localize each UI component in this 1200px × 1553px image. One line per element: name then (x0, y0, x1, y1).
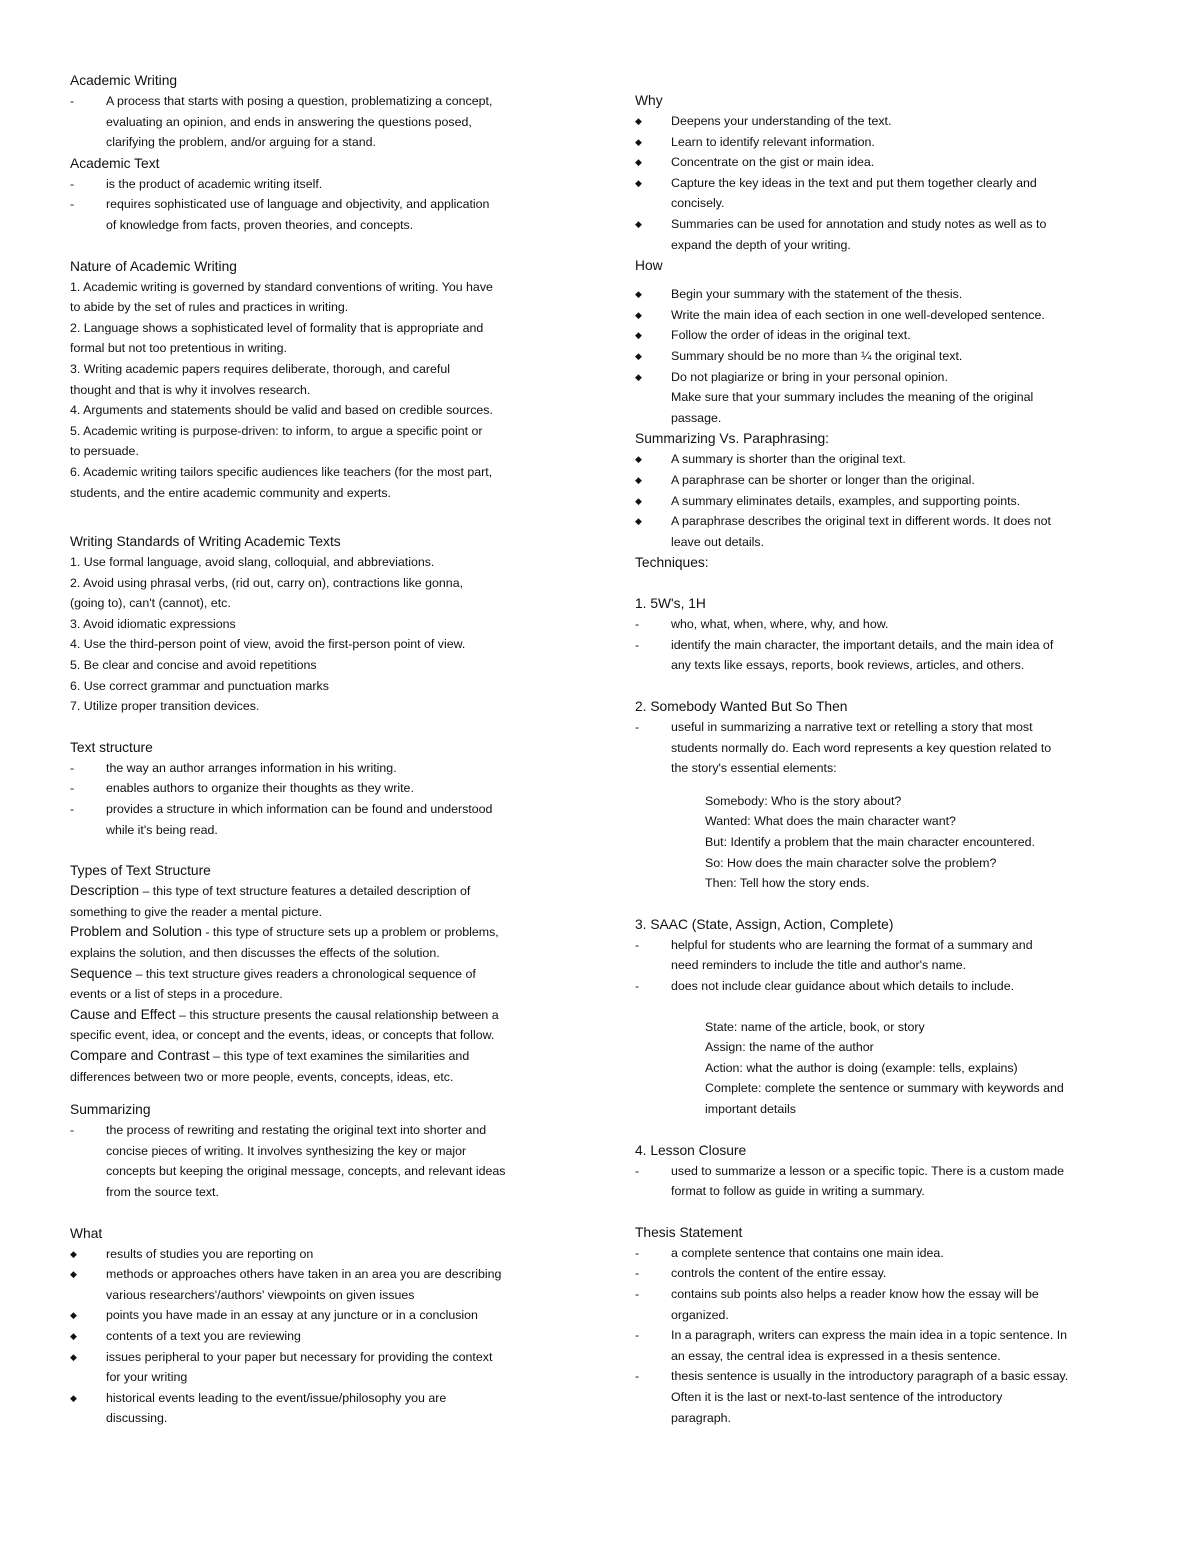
item-text-line: useful in summarizing a narrative text or retelling a story that most (671, 720, 1033, 735)
dash-icon: - (635, 1266, 640, 1281)
text-line: 5. Be clear and concise and avoid repetitions (70, 658, 317, 673)
indented-line: State: name of the article, book, or story (705, 1019, 925, 1034)
dash-icon: - (635, 1328, 640, 1343)
bullet-icon: ◆ (635, 454, 642, 465)
dash-item (70, 799, 570, 840)
indented-line: important details (705, 1101, 796, 1116)
dash-icon: - (635, 1286, 640, 1301)
dash-item (70, 1120, 570, 1202)
section-heading: 4. Lesson Closure (635, 1142, 747, 1158)
item-text-line: Learn to identify relevant information. (671, 134, 875, 149)
dash-icon: - (635, 979, 640, 993)
dash-item (635, 717, 1135, 779)
dash-item (70, 194, 570, 235)
item-text-line: identify the main character, the important details, and the main idea of (671, 637, 1054, 652)
bullet-icon: ◆ (635, 157, 642, 168)
section-heading: Nature of Academic Writing (70, 258, 237, 274)
item-text-line: does not include clear guidance about which details to include. (671, 979, 1015, 993)
text-line: 5. Academic writing is purpose-driven: to inform, to argue a specific point or (70, 423, 483, 438)
item-text-line: format to follow as guide in writing a summary. (671, 1184, 925, 1199)
type-description: – this structure presents the causal relationship between a (175, 1007, 499, 1022)
section-heading: 2. Somebody Wanted But So Then (635, 699, 848, 715)
dash-item (635, 935, 1135, 976)
dash-icon: - (635, 1245, 640, 1260)
indented-line: Then: Tell how the story ends. (705, 876, 870, 891)
indented-line: But: Identify a problem that the main character encountered. (705, 835, 1035, 850)
spacer (635, 894, 1135, 914)
type-description-cont: explains the solution, and then discusses the effects of the solution. (70, 946, 440, 960)
bullet-icon: ◆ (70, 1330, 77, 1341)
item-text-line: contains sub points also helps a reader know how the essay will be (671, 1286, 1039, 1301)
type-term: Cause and Effect (70, 1006, 176, 1022)
item-text-line: organized. (671, 1307, 729, 1322)
item-text-line: discussing. (106, 1411, 168, 1426)
indented-line: Action: what the author is doing (example: tells, explains) (705, 1060, 1018, 1075)
dash-item (635, 635, 1135, 676)
dash-icon: - (70, 802, 75, 817)
item-text-line: is the product of academic writing itself. (106, 176, 323, 191)
bullet-item (70, 1244, 570, 1265)
item-text-line: enables authors to organize their thoughts as they write. (106, 781, 414, 796)
item-text-line: the process of rewriting and restating the original text into shorter and (106, 1123, 487, 1138)
item-text-line: concisely. (671, 196, 725, 211)
text-structure-type (70, 1046, 570, 1067)
bullet-item (635, 173, 1135, 214)
item-text-line: Make sure that your summary includes the meaning of the original (671, 390, 1034, 405)
item-text-line: Concentrate on the gist or main idea. (671, 155, 875, 170)
item-text-line: concise pieces of writing. It involves synthesizing the key or major (106, 1143, 467, 1158)
dash-item (70, 91, 570, 153)
item-text-line: Summary should be no more than ¼ the original text. (671, 348, 963, 363)
item-text-line: provides a structure in which information can be found and understood (106, 802, 493, 817)
indented-line: Complete: complete the sentence or summary with keywords and (705, 1081, 1064, 1096)
dash-item (635, 1325, 1135, 1366)
section-heading: Summarizing Vs. Paraphrasing: (635, 431, 830, 447)
dash-icon: - (635, 720, 640, 735)
bullet-item (70, 1326, 570, 1347)
item-text-line: an essay, the central idea is expressed in a thesis sentence. (671, 1348, 1001, 1363)
item-text-line: of knowledge from facts, proven theories, and concepts. (106, 217, 414, 232)
item-text-line: passage. (671, 410, 722, 425)
item-text-line: students normally do. Each word represents a key question related to (671, 740, 1052, 755)
dash-icon: - (70, 1123, 75, 1138)
item-text-line: who, what, when, where, why, and how. (671, 617, 889, 632)
dash-item (635, 976, 1135, 997)
item-text-line: requires sophisticated use of language and objectivity, and application (106, 197, 490, 212)
type-description: - this type of structure sets up a problem or problems, (201, 925, 499, 940)
text-line: 6. Use correct grammar and punctuation marks (70, 678, 329, 693)
item-text-line: the way an author arranges information in his writing. (106, 760, 397, 775)
section-heading: Types of Text Structure (70, 863, 211, 879)
dash-item (635, 1366, 1135, 1428)
bullet-item (70, 1264, 570, 1305)
bullet-item (635, 346, 1135, 367)
item-text-line: while it's being read. (106, 822, 218, 837)
bullet-icon: ◆ (635, 177, 642, 188)
dash-icon: - (635, 1163, 640, 1178)
item-text-line: Begin your summary with the statement of the thesis. (671, 287, 963, 302)
bullet-icon: ◆ (635, 495, 642, 506)
section-heading: 1. 5W's, 1H (635, 596, 706, 612)
bullet-item (635, 449, 1135, 470)
text-structure-type (70, 881, 570, 902)
section-heading: Text structure (70, 739, 153, 755)
item-text-line: Often it is the last or next-to-last sentence of the introductory (671, 1389, 1003, 1404)
type-term: Description (70, 883, 140, 899)
bullet-item (635, 152, 1135, 173)
text-line: to persuade. (70, 444, 139, 459)
indented-line: So: How does the main character solve the problem? (705, 855, 997, 870)
type-description-cont: something to give the reader a mental picture. (70, 904, 323, 919)
spacer (70, 717, 570, 737)
dash-icon: - (70, 197, 75, 212)
bullet-item (635, 132, 1135, 153)
indented-line: Somebody: Who is the story about? (705, 793, 902, 808)
section-heading: What (70, 1225, 103, 1241)
item-text-line: Follow the order of ideas in the original text. (671, 328, 911, 343)
spacer (635, 997, 1135, 1017)
text-structure-type (70, 922, 570, 943)
item-text-line: the story's essential elements: (671, 761, 837, 776)
bullet-icon: ◆ (70, 1310, 77, 1321)
item-text-line: helpful for students who are learning the format of a summary and (671, 937, 1033, 952)
section-heading: Why (635, 93, 663, 108)
text-line: 3. Avoid idiomatic expressions (70, 616, 236, 631)
text-line: formal but not too pretentious in writing. (70, 341, 287, 356)
item-text-line: various researchers'/authors' viewpoints on given issues (106, 1287, 415, 1302)
bullet-icon: ◆ (635, 350, 642, 361)
bullet-item (635, 111, 1135, 132)
section-heading: Writing Standards of Writing Academic Texts (70, 534, 341, 550)
section-heading: Summarizing (70, 1102, 151, 1118)
dash-icon: - (635, 617, 640, 632)
text-line: (going to), can't (cannot), etc. (70, 596, 231, 611)
spacer (70, 523, 570, 531)
item-text-line: concepts but keeping the original message, concepts, and relevant ideas (106, 1164, 506, 1179)
text-line: to abide by the set of rules and practices in writing. (70, 300, 349, 315)
item-text-line: A summary is shorter than the original text. (671, 452, 906, 467)
section-heading: Thesis Statement (635, 1224, 743, 1240)
indented-line: Wanted: What does the main character want? (705, 814, 956, 829)
item-text-line: In a paragraph, writers can express the main idea in a topic sentence. In (671, 1328, 1068, 1343)
dash-item (635, 1284, 1135, 1325)
bullet-icon: ◆ (635, 516, 642, 527)
dash-item (70, 174, 570, 195)
item-text-line: A paraphrase can be shorter or longer than the original. (671, 472, 975, 487)
item-text-line: contents of a text you are reviewing (106, 1328, 301, 1343)
item-text-line: thesis sentence is usually in the introductory paragraph of a basic essay. (671, 1369, 1069, 1384)
dash-icon: - (70, 176, 75, 191)
bullet-item (635, 511, 1135, 552)
type-description: – this type of text examines the similarities and (209, 1048, 470, 1063)
type-description: – this text structure gives readers a chronological sequence of (132, 966, 476, 981)
section-heading: Academic Writing (70, 73, 178, 88)
dash-item (70, 758, 570, 779)
bullet-icon: ◆ (70, 1269, 77, 1280)
bullet-icon: ◆ (635, 371, 642, 382)
item-text-line: any texts like essays, reports, book reviews, articles, and others. (671, 658, 1025, 673)
dash-icon: - (70, 781, 75, 796)
item-text-line: clarifying the problem, and/or arguing for a stand. (106, 135, 376, 150)
bullet-icon: ◆ (635, 218, 642, 229)
bullet-item (635, 284, 1135, 305)
dash-icon: - (635, 937, 640, 952)
bullet-icon: ◆ (635, 309, 642, 320)
text-line: 2. Language shows a sophisticated level of formality that is appropriate and (70, 320, 484, 335)
dash-icon: - (70, 94, 75, 108)
bullet-item (635, 491, 1135, 512)
spacer (635, 676, 1135, 696)
item-text-line: A summary eliminates details, examples, and supporting points. (671, 493, 1021, 508)
spacer (635, 276, 1135, 284)
dash-icon: - (70, 760, 75, 775)
bullet-item (635, 367, 1135, 429)
spacer (635, 1202, 1135, 1222)
bullet-item (70, 1388, 570, 1429)
type-description-cont: differences between two or more people, events, concepts, ideas, etc. (70, 1069, 454, 1084)
type-description-cont: events or a list of steps in a procedure. (70, 987, 283, 1002)
bullet-item (70, 1347, 570, 1388)
item-text-line: Summaries can be used for annotation and study notes as well as to (671, 216, 1047, 231)
bullet-item (635, 305, 1135, 326)
item-text-line: Do not plagiarize or bring in your personal opinion. (671, 369, 948, 384)
dash-item (635, 1161, 1135, 1202)
section-heading: How (635, 258, 663, 274)
item-text-line: methods or approaches others have taken in an area you are describing (106, 1267, 502, 1282)
bullet-icon: ◆ (70, 1351, 77, 1362)
item-text-line: issues peripheral to your paper but necessary for providing the context (106, 1349, 493, 1364)
type-term: Compare and Contrast (70, 1047, 210, 1063)
item-text-line: Write the main idea of each section in one well-developed sentence. (671, 307, 1045, 322)
bullet-icon: ◆ (635, 116, 642, 126)
bullet-icon: ◆ (70, 1392, 77, 1403)
item-text-line: points you have made in an essay at any juncture or in a conclusion (106, 1308, 478, 1323)
dash-icon: - (635, 1369, 640, 1384)
spacer (70, 503, 570, 523)
dash-item (70, 778, 570, 799)
bullet-item (635, 470, 1135, 491)
item-text-line: used to summarize a lesson or a specific topic. There is a custom made (671, 1163, 1065, 1178)
dash-item (635, 1243, 1135, 1264)
text-line: thought and that is why it involves research. (70, 382, 311, 397)
section-heading: Techniques: (635, 555, 709, 571)
text-line: 2. Avoid using phrasal verbs, (rid out, carry on), contractions like gonna, (70, 575, 464, 590)
text-line: 1. Use formal language, avoid slang, colloquial, and abbreviations. (70, 555, 435, 570)
left-column (70, 70, 570, 1429)
item-text-line: controls the content of the entire essay. (671, 1266, 887, 1281)
right-column (635, 90, 1135, 1428)
item-text-line: Deepens your understanding of the text. (671, 114, 892, 128)
item-text-line: A process that starts with posing a question, problematizing a concept, (106, 94, 493, 108)
spacer (635, 779, 1135, 791)
item-text-line: evaluating an opinion, and ends in answering the questions posed, (106, 114, 472, 129)
bullet-item (635, 214, 1135, 255)
type-description-cont: specific event, idea, or concept and the events, ideas, or concepts that follow. (70, 1028, 495, 1043)
item-text-line: expand the depth of your writing. (671, 237, 851, 252)
text-structure-type (70, 964, 570, 985)
text-line: 1. Academic writing is governed by standard conventions of writing. You have (70, 279, 493, 294)
spacer (70, 1087, 570, 1099)
spacer (635, 1120, 1135, 1140)
bullet-item (70, 1305, 570, 1326)
dash-item (635, 1263, 1135, 1284)
text-line: 4. Use the third-person point of view, avoid the first-person point of view. (70, 637, 466, 652)
section-heading: 3. SAAC (State, Assign, Action, Complete) (635, 916, 894, 932)
section-heading: Academic Text (70, 155, 160, 171)
dash-icon: - (635, 637, 640, 652)
bullet-icon: ◆ (635, 136, 642, 147)
text-line: 6. Academic writing tailors specific audiences like teachers (for the most part, (70, 464, 493, 479)
spacer (70, 840, 570, 860)
item-text-line: for your writing (106, 1370, 188, 1385)
text-line: 4. Arguments and statements should be valid and based on credible sources. (70, 403, 493, 418)
text-line: students, and the entire academic community and experts. (70, 485, 391, 500)
indented-line: Assign: the name of the author (705, 1040, 874, 1055)
type-description: – this type of text structure features a detailed description of (139, 884, 471, 899)
text-line: 3. Writing academic papers requires deliberate, thorough, and careful (70, 361, 450, 376)
spacer (70, 1203, 570, 1223)
bullet-icon: ◆ (635, 289, 642, 300)
text-structure-type (70, 1005, 570, 1026)
type-term: Sequence (70, 965, 133, 981)
item-text-line: results of studies you are reporting on (106, 1246, 314, 1261)
item-text-line: historical events leading to the event/issue/philosophy you are (106, 1390, 447, 1405)
bullet-item (635, 325, 1135, 346)
bullet-icon: ◆ (70, 1248, 77, 1259)
item-text-line: need reminders to include the title and author's name. (671, 958, 967, 973)
bullet-icon: ◆ (635, 474, 642, 485)
item-text-line: a complete sentence that contains one main idea. (671, 1245, 944, 1260)
item-text-line: Capture the key ideas in the text and put them together clearly and (671, 175, 1037, 190)
item-text-line: leave out details. (671, 534, 764, 549)
bullet-icon: ◆ (635, 330, 642, 341)
spacer (70, 236, 570, 256)
item-text-line: paragraph. (671, 1410, 731, 1425)
item-text-line: A paraphrase describes the original text in different words. It does not (671, 514, 1051, 529)
item-text-line: from the source text. (106, 1184, 219, 1199)
type-term: Problem and Solution (70, 924, 202, 940)
text-line: 7. Utilize proper transition devices. (70, 699, 260, 714)
dash-item (635, 614, 1135, 635)
spacer (635, 573, 1135, 593)
